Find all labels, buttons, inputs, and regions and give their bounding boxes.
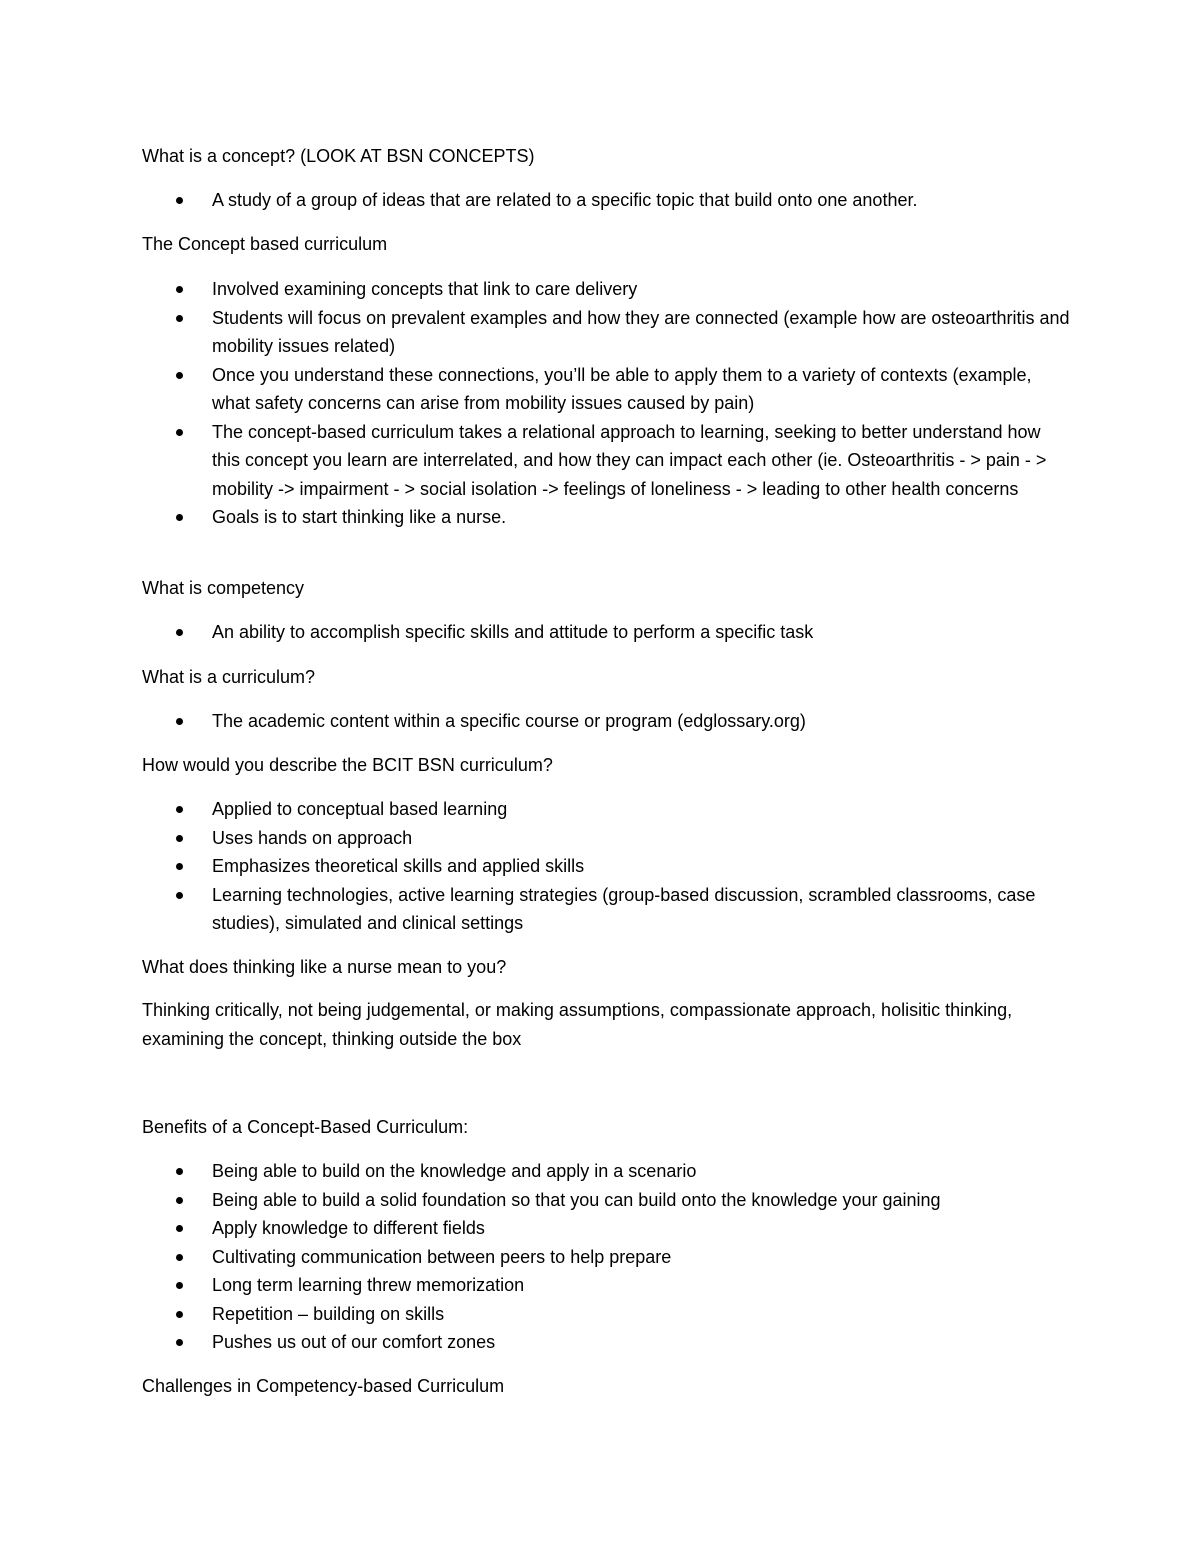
list-item: Goals is to start thinking like a nurse.: [142, 503, 1072, 532]
list-item: The academic content within a specific course or program (edglossary.org): [142, 707, 1072, 736]
bullet-icon: [176, 863, 183, 870]
list-item: Applied to conceptual based learning: [142, 795, 1072, 824]
list-item: Cultivating communication between peers to help prepare: [142, 1243, 1072, 1272]
list-item: Pushes us out of our comfort zones: [142, 1328, 1072, 1357]
bullet-icon: [176, 429, 183, 436]
bullet-icon: [176, 197, 183, 204]
list-item: A study of a group of ideas that are related to a specific topic that build onto one another.: [142, 186, 1072, 215]
list-item: Students will focus on prevalent examples and how they are connected (example how are osteoarthritis and mobility issues related): [142, 304, 1072, 361]
thinking-nurse-answer: Thinking critically, not being judgemental, or making assumptions, compassionate approach, holisitic thinking, examining the concept, thinking outside the box: [142, 1000, 1013, 1049]
heading-what-is-concept: What is a concept? (LOOK AT BSN CONCEPTS): [142, 146, 535, 166]
bullet-icon: [176, 315, 183, 322]
heading-competency: What is competency: [142, 578, 305, 598]
bullet-icon: [176, 372, 183, 379]
competency-list: [142, 618, 1072, 647]
list-item: Once you understand these connections, you’ll be able to apply them to a variety of contexts (example, what safety concerns can arise from mobility issues caused by pain): [142, 361, 1072, 418]
bullet-icon: [176, 1254, 183, 1261]
bullet-icon: [176, 892, 183, 899]
curriculum-list: [142, 707, 1072, 736]
benefits-list: [142, 1157, 1072, 1357]
concept-list: [142, 186, 1072, 215]
list-item: Uses hands on approach: [142, 824, 1072, 853]
bullet-icon: [176, 286, 183, 293]
bullet-icon: [176, 1225, 183, 1232]
list-item: Learning technologies, active learning strategies (group-based discussion, scrambled classrooms, case studies), simulated and clinical settings: [142, 881, 1072, 938]
bullet-icon: [176, 1197, 183, 1204]
bullet-icon: [176, 1339, 183, 1346]
heading-challenges: Challenges in Competency-based Curriculum: [142, 1376, 505, 1396]
list-item: Involved examining concepts that link to care delivery: [142, 275, 1072, 304]
list-item: The concept-based curriculum takes a relational approach to learning, seeking to better understand how this concept you learn are interrelated, and how they can impact each other (ie. Osteoarthritis - > pain - > mobility -> impairment - > social isolation -> feelings of loneliness - > leading to other health concerns: [142, 418, 1072, 504]
list-item: Apply knowledge to different fields: [142, 1214, 1072, 1243]
heading-concept-curriculum: The Concept based curriculum: [142, 234, 388, 254]
heading-thinking-nurse: What does thinking like a nurse mean to you?: [142, 957, 507, 977]
bullet-icon: [176, 1311, 183, 1318]
bullet-icon: [176, 806, 183, 813]
bullet-icon: [176, 1282, 183, 1289]
list-item: Emphasizes theoretical skills and applied skills: [142, 852, 1072, 881]
list-item: Being able to build a solid foundation so that you can build onto the knowledge your gaining: [142, 1186, 1072, 1215]
list-item: Repetition – building on skills: [142, 1300, 1072, 1329]
list-item: An ability to accomplish specific skills and attitude to perform a specific task: [142, 618, 1072, 647]
concept-curriculum-list: [142, 275, 1072, 532]
list-item: Long term learning threw memorization: [142, 1271, 1072, 1300]
bullet-icon: [176, 514, 183, 521]
bullet-icon: [176, 629, 183, 636]
heading-benefits: Benefits of a Concept-Based Curriculum:: [142, 1117, 469, 1137]
heading-curriculum: What is a curriculum?: [142, 667, 316, 687]
heading-bcit-curriculum: How would you describe the BCIT BSN curriculum?: [142, 755, 553, 775]
list-item: Being able to build on the knowledge and apply in a scenario: [142, 1157, 1072, 1186]
bcit-list: [142, 795, 1072, 938]
bullet-icon: [176, 835, 183, 842]
bullet-icon: [176, 718, 183, 725]
bullet-icon: [176, 1168, 183, 1175]
